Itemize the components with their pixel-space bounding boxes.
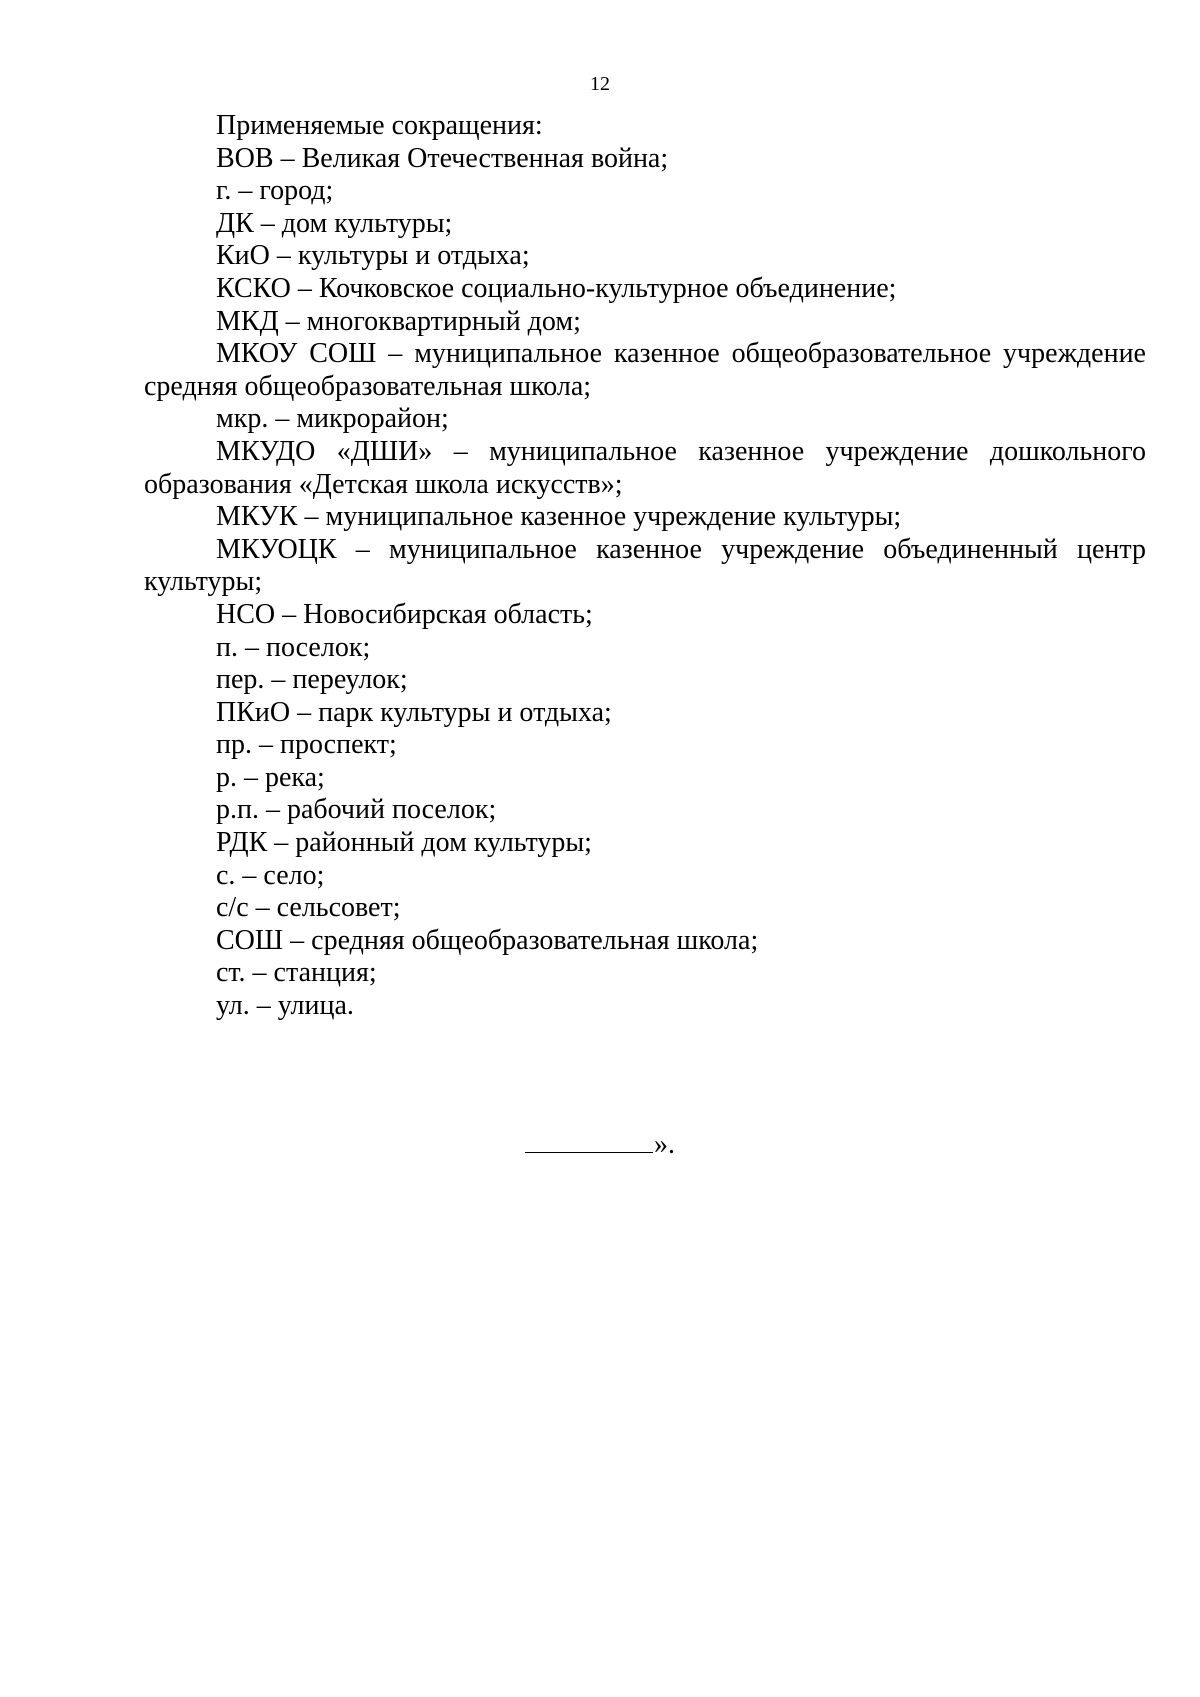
abbreviation-item: КСКО – Кочковское социально-культурное объединение; <box>216 272 897 304</box>
abbreviation-item: МКД – многоквартирный дом; <box>216 305 581 337</box>
abbreviation-item: пер. – переулок; <box>216 664 408 696</box>
closing-line <box>0 1128 1200 1161</box>
abbreviation-item: п. – поселок; <box>216 631 371 663</box>
abbreviation-item: НСО – Новосибирская область; <box>216 598 593 630</box>
section-heading: Применяемые сокращения: <box>216 110 543 141</box>
abbreviation-item: с/с – сельсовет; <box>216 892 401 924</box>
closing-mark: ». <box>654 1129 675 1160</box>
abbreviation-item: ПКиО – парк культуры и отдыха; <box>216 696 612 728</box>
page-number: 12 <box>590 73 610 95</box>
abbreviation-item: МКУОЦК – муниципальное казенное учреждение объединенный центр культуры; <box>144 533 1146 598</box>
abbreviation-item: МКУК – муниципальное казенное учреждение культуры; <box>216 501 902 533</box>
abbreviation-item: КиО – культуры и отдыха; <box>216 240 530 272</box>
abbreviation-item: МКОУ СОШ – муниципальное казенное общеобразовательное учреждение средняя общеобразовательная школа; <box>144 338 1146 402</box>
abbreviation-item: МКУДО «ДШИ» – муниципальное казенное учреждение дошкольного образования «Детская школа искусств»; <box>144 435 1146 500</box>
abbreviation-item: р.п. – рабочий поселок; <box>216 794 497 826</box>
underline-rule <box>525 1128 653 1153</box>
abbreviation-item: р. – река; <box>216 761 325 793</box>
abbreviation-item: ДК – дом культуры; <box>216 207 453 239</box>
abbreviation-item: РДК – районный дом культуры; <box>216 827 592 859</box>
abbreviation-item: с. – село; <box>216 859 325 891</box>
abbreviation-item: ул. – улица. <box>216 990 354 1022</box>
abbreviation-item: г. – город; <box>216 175 334 207</box>
abbreviation-item: пр. – проспект; <box>216 729 397 761</box>
abbreviation-item: мкр. – микрорайон; <box>216 403 449 435</box>
abbreviation-item: ст. – станция; <box>216 957 377 989</box>
abbreviation-item: СОШ – средняя общеобразовательная школа; <box>216 924 759 956</box>
abbreviations-section <box>144 110 1146 1023</box>
abbreviation-item: ВОВ – Великая Отечественная война; <box>216 142 669 174</box>
